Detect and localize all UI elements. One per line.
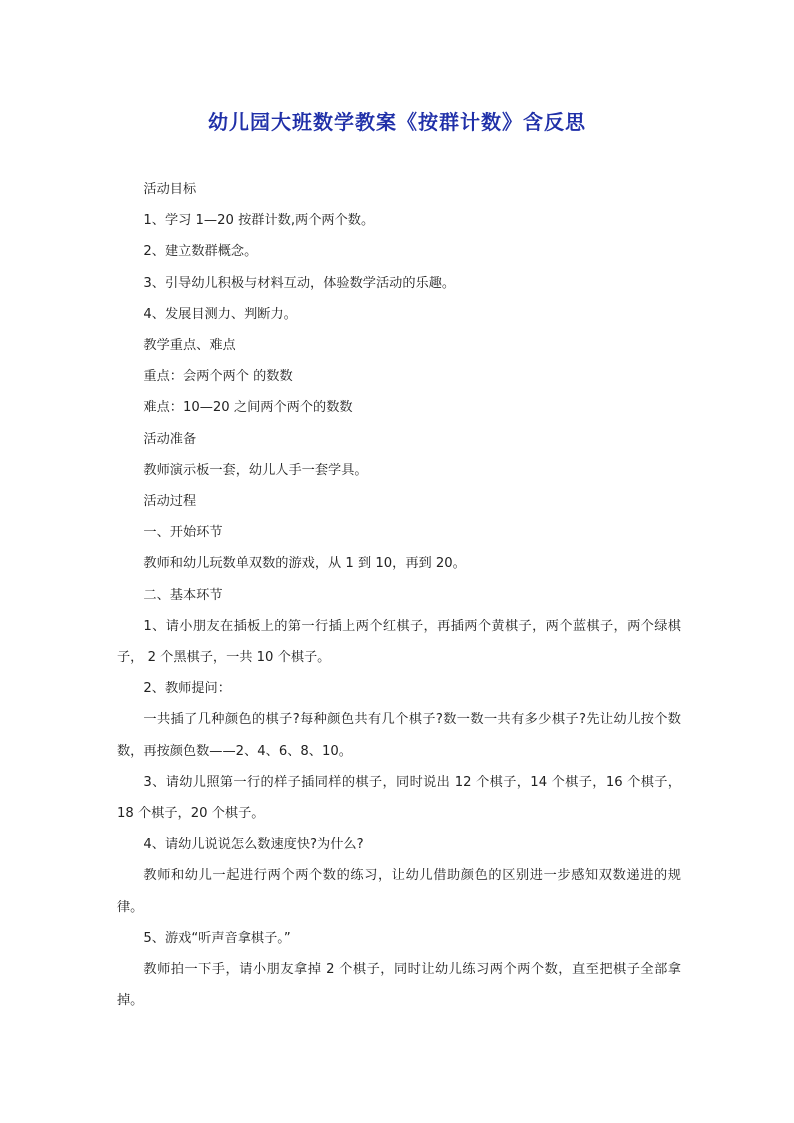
- section-heading-goals: 活动目标: [143, 182, 197, 197]
- section-heading-process: 活动过程: [143, 494, 197, 510]
- step-3-text: 3、请幼儿照第一行的样子插同样的棋子，同时说出 12 个棋子，14 个棋子，16 个棋子，18 个棋子，20 个棋子。: [117, 774, 681, 822]
- preparation-text: 教师演示板一套，幼儿人手一套学具。: [143, 462, 368, 478]
- step-4-text: 4、请幼儿说说怎么数速度快?为什么?: [143, 837, 364, 853]
- step-5-game: 教师拍一下手，请小朋友拿掉 2 个棋子，同时让幼儿练习两个两个数，直至把棋子全部拿掉。: [117, 962, 681, 1009]
- document-title: 幼儿园大班数学教案《按群计数》含反思: [208, 110, 586, 134]
- document-body: [117, 174, 681, 1016]
- subsection-heading-basic: 二、基本环节: [143, 587, 223, 603]
- goal-item-2: 2、建立数群概念。: [143, 244, 258, 260]
- section-heading-key-points: 教学重点、难点: [143, 338, 236, 354]
- step-1-text: 1、请小朋友在插板上的第一行插上两个红棋子，再插两个黄棋子，两个蓝棋子，两个绿棋子， 2 个黑棋子，一共 10 个棋子。: [117, 618, 681, 666]
- step-2-text: 2、教师提问：: [143, 681, 231, 697]
- difficult-point: 难点：10—20 之间两个两个的数数: [143, 400, 353, 416]
- subsection-heading-start: 一、开始环节: [143, 525, 223, 541]
- key-point: 重点：会两个两个 的数数: [143, 369, 293, 385]
- goal-item-3: 3、引导幼儿积极与材料互动，体验数学活动的乐趣。: [143, 275, 456, 291]
- goal-item-4: 4、发展目测力、判断力。: [143, 306, 297, 322]
- section-heading-preparation: 活动准备: [143, 431, 197, 447]
- step-2-question: 一共插了几种颜色的棋子?每种颜色共有几个棋子?数一数一共有多少棋子?先让幼儿按个数数，再按颜色数——2、4、6、8、10。: [117, 712, 681, 759]
- step-4-practice: 教师和幼儿一起进行两个两个数的练习，让幼儿借助颜色的区别进一步感知双数递进的规律。: [117, 868, 681, 915]
- step-5-text: 5、游戏“听声音拿棋子。”: [143, 930, 291, 946]
- goal-item-1: 1、学习 1—20 按群计数,两个两个数。: [143, 213, 375, 229]
- start-activity-text: 教师和幼儿玩数单双数的游戏，从 1 到 10，再到 20。: [143, 556, 466, 572]
